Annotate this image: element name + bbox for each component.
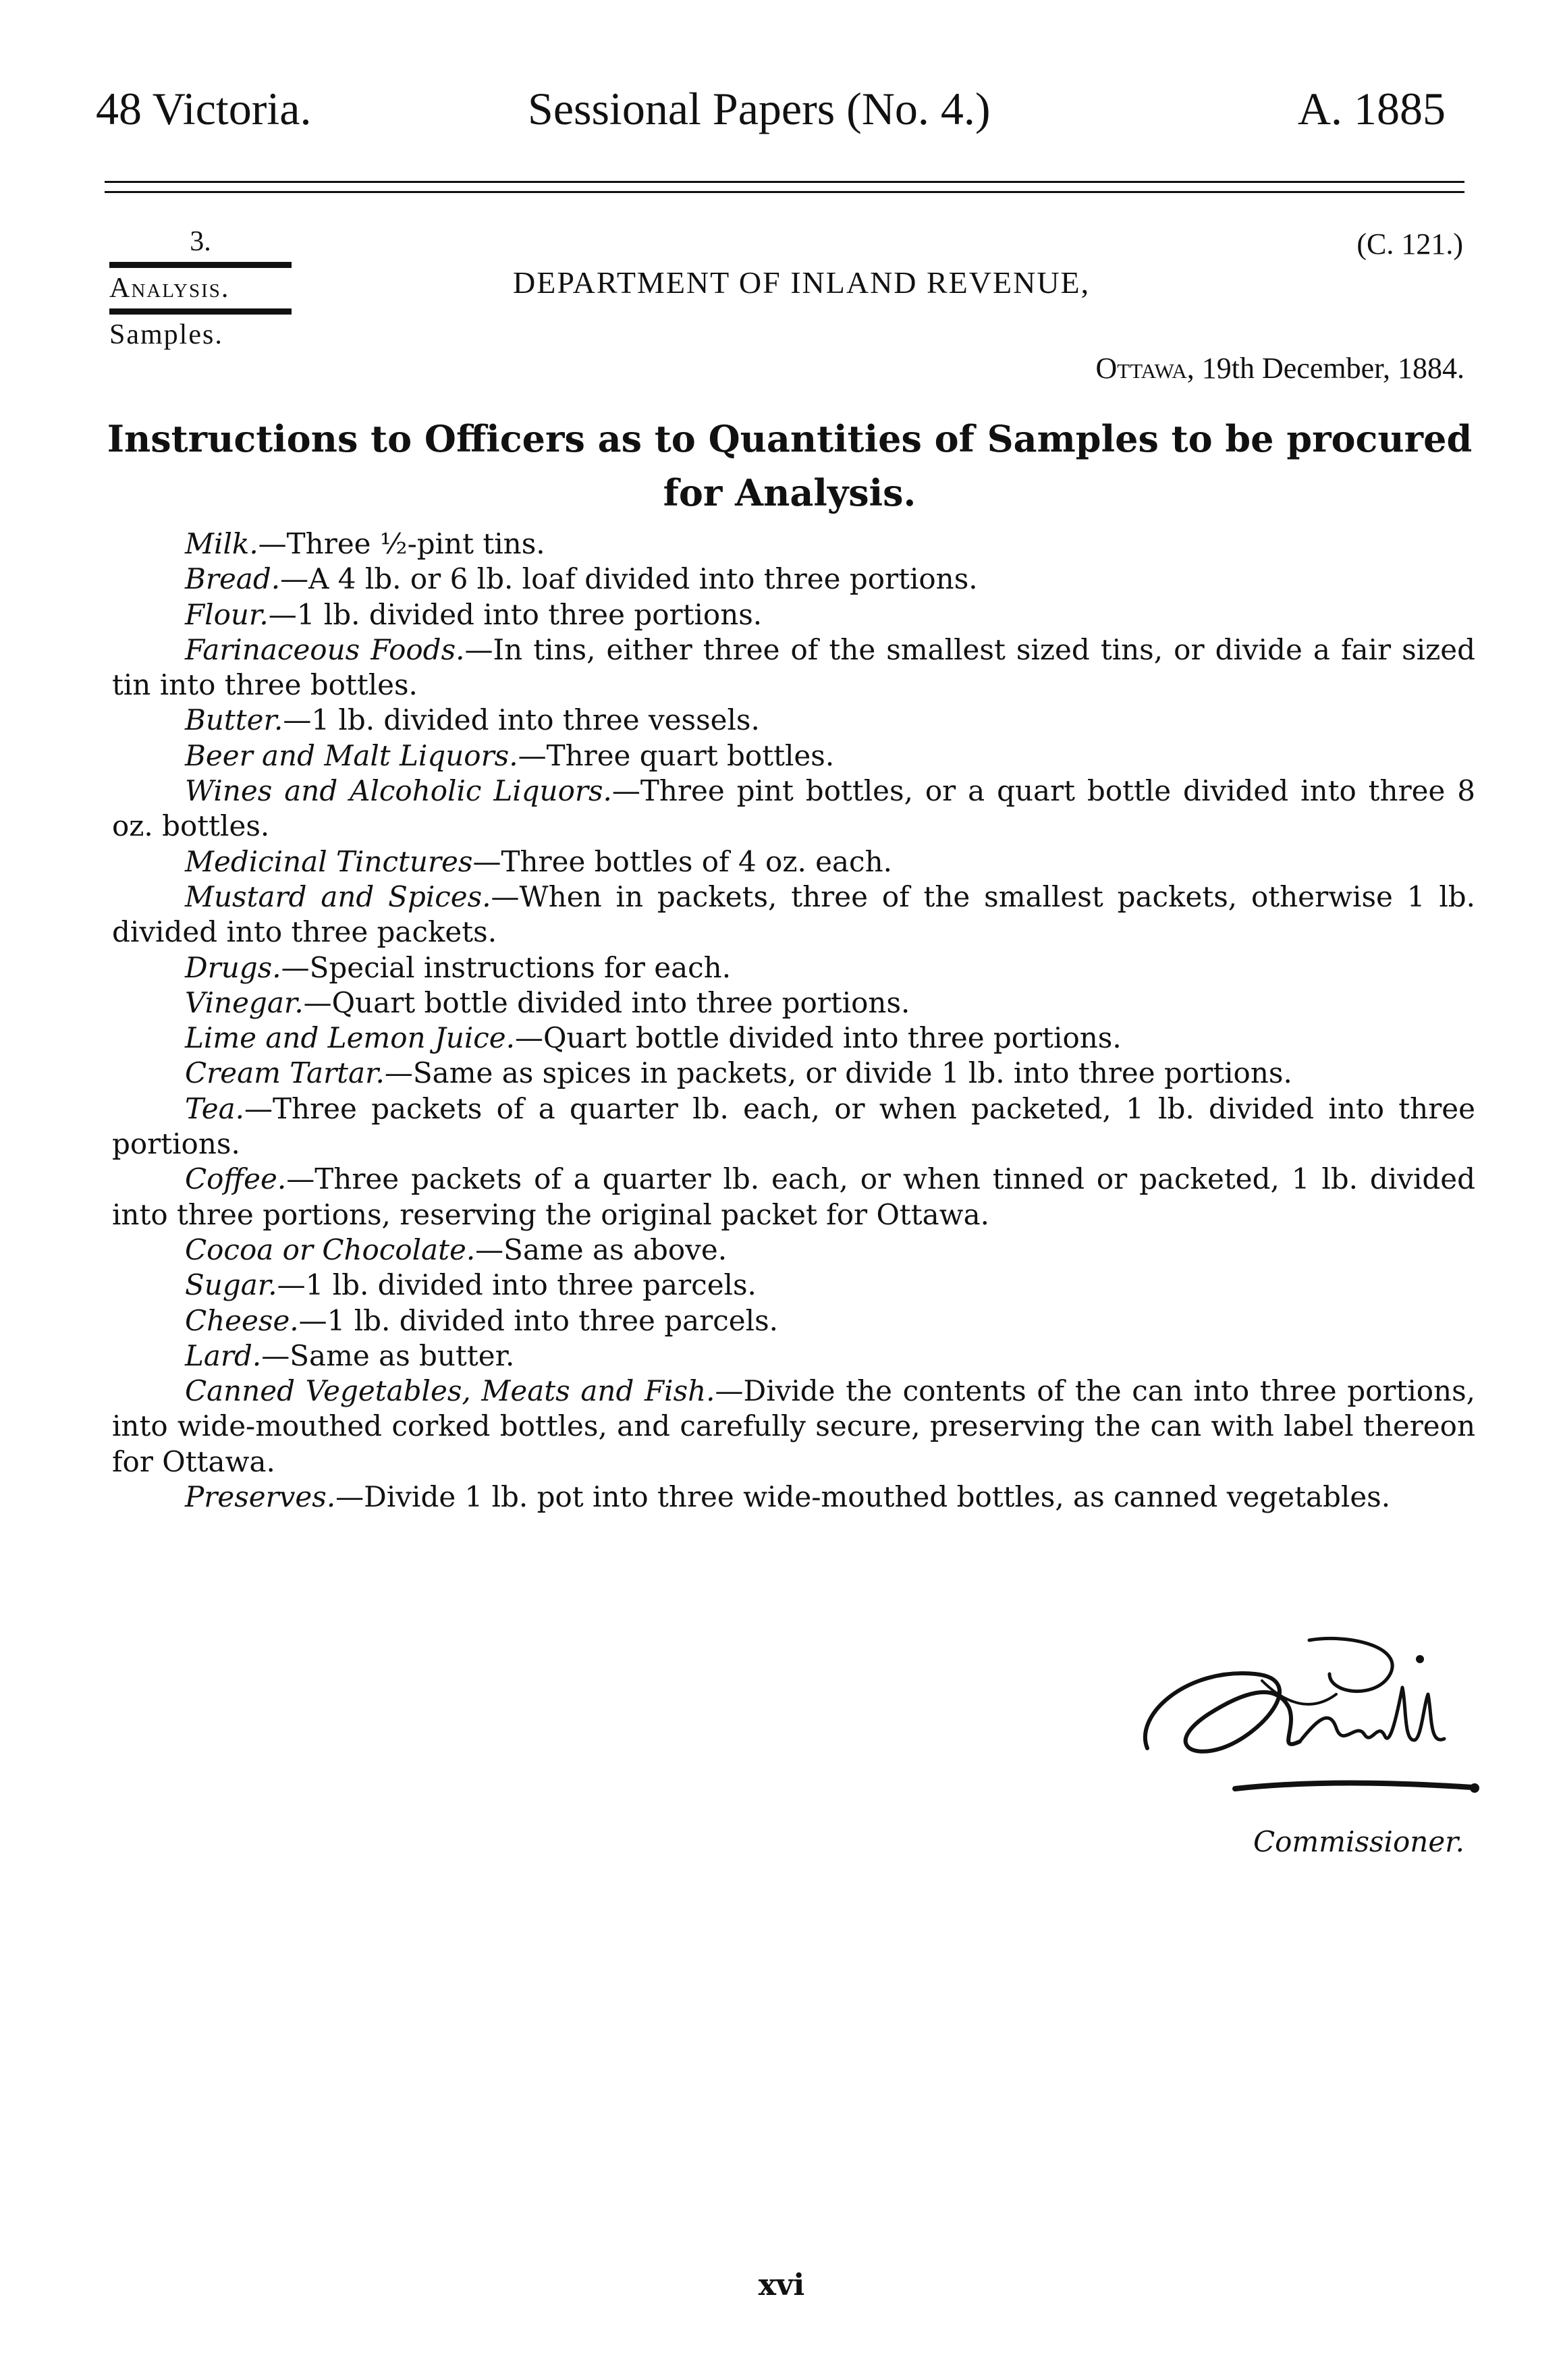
instruction-item [112,1021,1475,1056]
margin-note [109,225,298,351]
instruction-item [112,1374,1475,1480]
margin-note-number: 3. [190,226,211,257]
item-heading: Mustard and Spices. [185,880,491,913]
dateline-date: 19th December, 1884. [1201,352,1464,385]
title-line-1: Instructions to Officers as to Quantities of Samples to be procured [107,417,1473,460]
item-heading: Farinaceous Foods. [185,632,465,666]
dateline [1095,351,1464,385]
instruction-item [112,562,1475,597]
instruction-item [112,950,1475,985]
signatory-title: Commissioner. [1253,1825,1464,1858]
margin-note-rule [109,308,292,315]
margin-note-analysis: Analysis. [109,273,230,304]
item-heading: Cream Tartar. [185,1056,385,1090]
instruction-item [112,738,1475,774]
item-heading: Drugs. [185,950,281,984]
title-line-2: for Analysis. [663,471,916,514]
item-text: —Quart bottle divided into three portions. [303,985,910,1019]
item-text: —Divide 1 lb. pot into three wide-mouthed bottles, as canned vegetables. [335,1480,1391,1514]
item-text: —Same as butter. [261,1338,515,1372]
reference-code: (C. 121.) [1356,227,1463,261]
margin-note-rule [109,262,292,268]
item-text: —Special instructions for each. [281,950,732,984]
instruction-item [112,774,1475,844]
item-text: —Same as spices in packets, or divide 1 lb. into three portions. [384,1056,1292,1090]
item-text: —Three quart bottles. [518,738,835,772]
item-heading: Wines and Alcoholic Liquors. [185,774,612,808]
instruction-item [112,880,1475,950]
item-heading: Lard. [185,1338,262,1372]
item-heading: Sugar. [185,1268,277,1302]
item-heading: Coffee. [185,1162,287,1196]
item-text: —Three pint bottles, or a quart bottle divided into three 8 oz. bottles. [112,774,1475,843]
department-heading: DEPARTMENT OF INLAND REVENUE, [513,265,1091,300]
instruction-item [112,1091,1475,1162]
instruction-item [112,632,1475,703]
item-text: —Same as above. [475,1233,728,1266]
instruction-item [112,1303,1475,1338]
item-heading: Cocoa or Chocolate. [185,1233,476,1266]
item-text: —Quart bottle divided into three portions. [515,1021,1122,1055]
instruction-list [112,526,1475,1515]
item-text: —Three ½-pint tins. [258,527,545,560]
running-head-year: A. 1885 [1297,83,1446,134]
item-text: —Three packets of a quarter lb. each, or when tinned or packeted, 1 lb. divided into three portions, reserving the original packet for Ottawa. [112,1162,1475,1231]
item-heading: Flour. [185,597,269,631]
running-head [96,82,1446,136]
item-heading: Vinegar. [185,985,304,1019]
document-title [101,412,1478,520]
instruction-item [112,1162,1475,1233]
item-heading: Butter. [185,703,283,737]
item-text: —Three packets of a quarter lb. each, or when packeted, 1 lb. divided into three portions. [112,1091,1475,1161]
instruction-item [112,1480,1475,1515]
item-text: —1 lb. divided into three parcels. [298,1303,778,1337]
instruction-item [112,985,1475,1021]
item-heading: Lime and Lemon Juice. [185,1021,515,1055]
item-text: —When in packets, three of the smallest packets, otherwise 1 lb. divided into three packets. [112,880,1475,949]
item-heading: Preserves. [185,1480,336,1514]
instruction-item [112,1056,1475,1091]
item-heading: Canned Vegetables, Meats and Fish. [185,1374,715,1408]
instruction-item [112,703,1475,738]
item-heading: Cheese. [185,1303,299,1337]
item-heading: Medicinal Tinctures [185,844,473,878]
header-double-rule [105,181,1464,193]
item-heading: Tea. [185,1091,244,1125]
item-text: —1 lb. divided into three vessels. [283,703,760,737]
page-folio: xvi [758,2268,805,2302]
item-heading: Bread. [185,562,281,596]
item-heading: Milk. [185,527,258,560]
item-text: —1 lb. divided into three parcels. [277,1268,757,1302]
instruction-item [112,1338,1475,1374]
instruction-item [112,1268,1475,1303]
item-text: —A 4 lb. or 6 lb. loaf divided into three portions. [280,562,978,596]
signature-dot [1416,1655,1424,1663]
running-head-volume: 48 Victoria. [96,83,312,134]
item-text: —Divide the contents of the can into three portions, into wide-mouthed corked bottles, and carefully secure, preserving the can with label thereon for Ottawa. [112,1374,1475,1478]
item-heading: Beer and Malt Liquors. [185,738,518,772]
instruction-item [112,526,1475,562]
instruction-item [112,844,1475,880]
item-text: —Three bottles of 4 oz. each. [472,844,892,878]
signature [1107,1620,1485,1822]
instruction-item [112,597,1475,632]
item-text: —1 lb. divided into three portions. [268,597,763,631]
dateline-place: Ottawa, [1095,352,1195,385]
margin-note-samples: Samples. [109,319,223,350]
instruction-item [112,1233,1475,1268]
signature-dot [1470,1783,1479,1793]
item-text: —In tins, either three of the smallest sized tins, or divide a fair sized tin into three bottles. [112,632,1475,702]
running-head-series: Sessional Papers (No. 4.) [528,83,991,134]
